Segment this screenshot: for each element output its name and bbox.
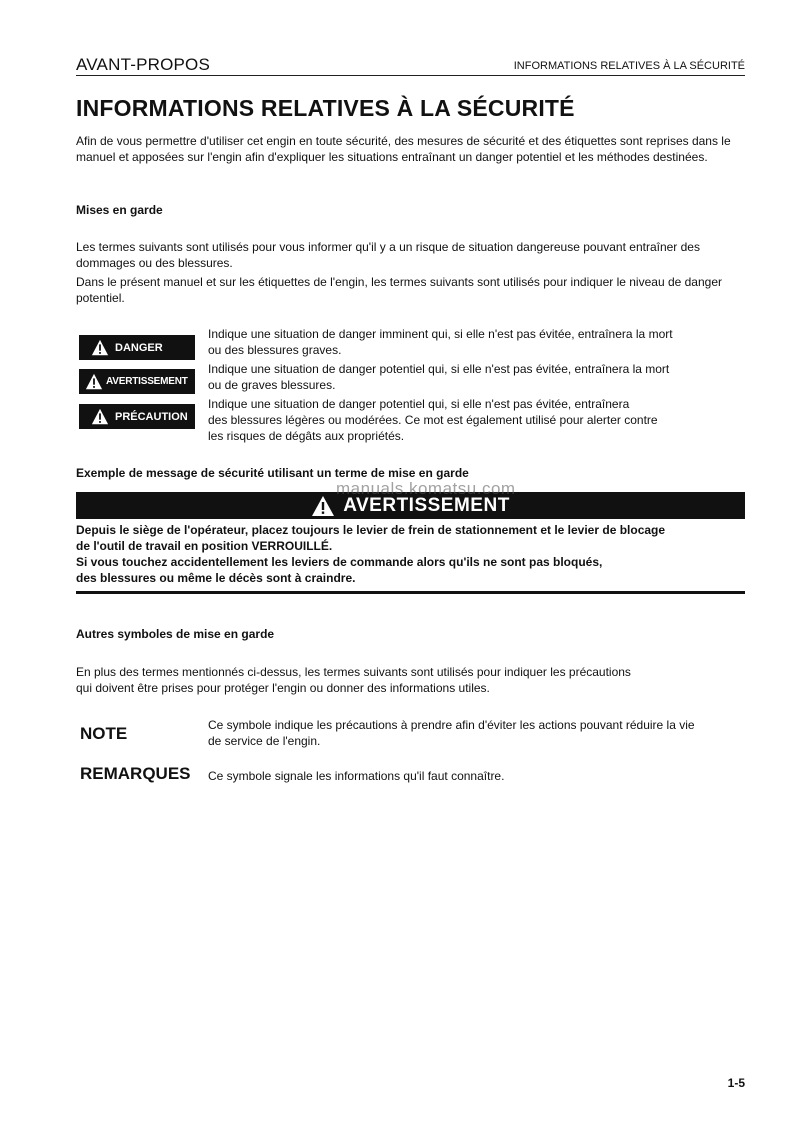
avertissement-badge [79,369,195,394]
page-number: 1-5 [727,1076,745,1090]
danger-label: DANGER [115,341,163,354]
precaution-badge [79,404,195,429]
note-symbol: NOTE [80,724,128,743]
warning-triangle-icon [91,408,109,426]
autres-heading: Autres symboles de mise en garde [76,627,275,641]
example-heading: Exemple de message de sécurité utilisant un terme de mise en garde [76,466,469,480]
autres-line-2: qui doivent être prises pour protéger l'engin ou donner des informations utiles. [76,681,490,695]
autres-paragraph [76,664,745,696]
example-line-1: Depuis le siège de l'opérateur, placez toujours le levier de frein de stationnement et le levier de blocage [76,523,666,537]
remarques-description: Ce symbole signale les informations qu'il faut connaître. [208,769,505,783]
page-title: INFORMATIONS RELATIVES À LA SÉCURITÉ [76,95,575,121]
note-text-line-1: Ce symbole indique les précautions à prendre afin d'éviter les actions pouvant réduire la vie [208,718,695,732]
header-running-title: INFORMATIONS RELATIVES À LA SÉCURITÉ [513,60,745,72]
avertissement-description [208,361,748,393]
avertissement-text-line-2: ou de graves blessures. [208,378,336,392]
mises-en-garde-para-1: Les termes suivants sont utilisés pour vous informer qu'il y a un risque de situation dangereuse pouvant entraîner des dommages ou des blessures. [76,240,700,270]
remarques-symbol: REMARQUES [80,764,191,783]
header-section: AVANT-PROPOS [76,55,211,74]
example-bottom-rule [76,591,745,594]
warning-triangle-icon [85,373,103,391]
precaution-label: PRÉCAUTION [115,410,188,423]
avertissement-label: AVERTISSEMENT [106,376,188,387]
note-text-line-2: de service de l'engin. [208,734,321,748]
avertissement-text-line-1: Indique une situation de danger potentiel qui, si elle n'est pas évitée, entraînera la mort [208,362,670,376]
autres-line-1: En plus des termes mentionnés ci-dessus, les termes suivants sont utilisés pour indiquer les précautions [76,665,631,679]
page-header [76,55,745,76]
danger-text-line-2: ou des blessures graves. [208,343,342,357]
example-line-4: des blessures ou même le décès sont à craindre. [76,571,356,585]
warning-triangle-icon [311,495,335,517]
example-message [76,522,745,586]
warning-triangle-icon [91,339,109,357]
banner-label: AVERTISSEMENT [343,494,510,516]
precaution-description [208,396,748,444]
precaution-text-line-2: des blessures légères ou modérées. Ce mot est également utilisé pour alerter contre [208,413,658,427]
example-line-3: Si vous touchez accidentellement les leviers de commande alors qu'ils ne sont pas bloqués, [76,555,603,569]
precaution-text-line-1: Indique une situation de danger potentiel qui, si elle n'est pas évitée, entraînera [208,397,630,411]
note-description [208,717,745,749]
danger-badge [79,335,195,360]
example-line-2: de l'outil de travail en position VERROUILLÉ. [76,539,333,553]
precaution-text-line-3: les risques de dégâts aux propriétés. [208,429,405,443]
watermark: manuals.komatsu.com [336,479,516,498]
intro-paragraph: Afin de vous permettre d'utiliser cet engin en toute sécurité, des mesures de sécurité et des étiquettes sont reprises dans le manuel et apposées sur l'engin afin d'expliquer les situations entraînant un danger potentiel et les méthodes destinées. [76,134,731,164]
mises-en-garde-para-2: Dans le présent manuel et sur les étiquettes de l'engin, les termes suivants sont utilisés pour indiquer le niveau de danger potentiel. [76,275,722,305]
mises-en-garde-heading: Mises en garde [76,203,163,217]
danger-description [208,326,748,358]
danger-text-line-1: Indique une situation de danger imminent qui, si elle n'est pas évitée, entraînera la mort [208,327,673,341]
